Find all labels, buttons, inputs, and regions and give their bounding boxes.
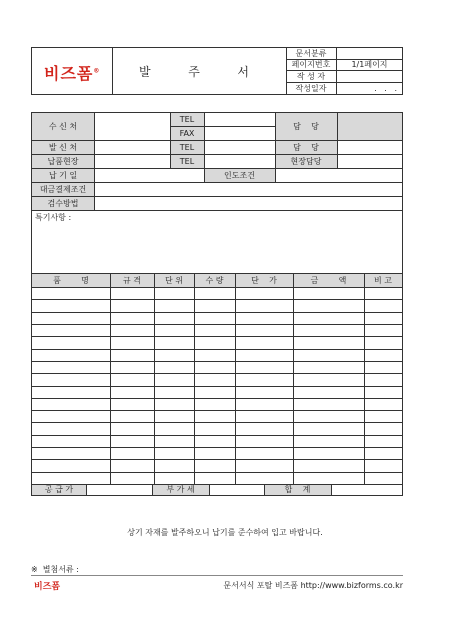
unit-price-cell[interactable] bbox=[236, 288, 292, 298]
item-name-cell[interactable] bbox=[33, 473, 109, 483]
item-name-cell[interactable] bbox=[33, 411, 109, 421]
amount-cell[interactable] bbox=[294, 436, 363, 446]
info-label-author: 작 성 자 bbox=[296, 71, 326, 81]
footer-divider bbox=[31, 575, 403, 576]
item-name-cell[interactable] bbox=[33, 325, 109, 335]
vat-label: 부 가 세 bbox=[166, 485, 195, 494]
unit-cell[interactable] bbox=[155, 387, 193, 397]
remarks-cell[interactable] bbox=[365, 350, 401, 360]
spec-cell[interactable] bbox=[111, 362, 153, 372]
supply-price-label: 공 급 가 bbox=[44, 485, 74, 494]
quantity-cell[interactable] bbox=[195, 411, 234, 421]
attachments-label: ※ 별첨서류 : bbox=[31, 565, 79, 574]
amount-cell[interactable] bbox=[294, 362, 363, 372]
due-date-label: 납 기 일 bbox=[48, 170, 78, 180]
unit-price-cell[interactable] bbox=[236, 411, 292, 421]
site-label: 납품현장 bbox=[47, 156, 79, 166]
item-name-cell[interactable] bbox=[33, 423, 109, 433]
recipient-manager-label: 담 당 bbox=[293, 122, 319, 131]
remarks-cell[interactable] bbox=[365, 448, 401, 458]
spec-cell[interactable] bbox=[111, 288, 153, 298]
item-name-cell[interactable] bbox=[33, 337, 109, 347]
unit-cell[interactable] bbox=[155, 337, 193, 347]
remarks-cell[interactable] bbox=[365, 399, 401, 409]
unit-cell[interactable] bbox=[155, 313, 193, 323]
item-name-cell[interactable] bbox=[33, 387, 109, 397]
remarks-cell[interactable] bbox=[365, 374, 401, 384]
quantity-cell[interactable] bbox=[195, 460, 234, 470]
unit-price-cell[interactable] bbox=[236, 423, 292, 433]
remarks-cell[interactable] bbox=[365, 325, 401, 335]
quantity-cell[interactable] bbox=[195, 313, 234, 323]
unit-cell[interactable] bbox=[155, 448, 193, 458]
quantity-cell[interactable] bbox=[195, 300, 234, 310]
unit-price-cell[interactable] bbox=[236, 448, 292, 458]
item-name-cell[interactable] bbox=[33, 313, 109, 323]
supply-price-field[interactable] bbox=[87, 485, 152, 495]
date-value[interactable]: . . . bbox=[374, 84, 397, 93]
total-label: 합 계 bbox=[284, 485, 311, 494]
unit-price-cell[interactable] bbox=[236, 300, 292, 310]
amount-cell[interactable] bbox=[294, 411, 363, 421]
recipient-fax-field[interactable] bbox=[205, 127, 275, 140]
unit-price-cell[interactable] bbox=[236, 387, 292, 397]
info-label-doc-class: 문서분류 bbox=[295, 48, 327, 58]
remarks-cell[interactable] bbox=[365, 411, 401, 421]
author-value[interactable] bbox=[336, 70, 403, 82]
site-tel-label: TEL bbox=[179, 156, 195, 166]
footer-credit[interactable]: 문서서식 포탈 비즈폼 http://www.bizforms.co.kr bbox=[223, 581, 403, 590]
recipient-tel-label: TEL bbox=[179, 115, 195, 124]
unit-cell[interactable] bbox=[155, 436, 193, 446]
remarks-cell[interactable] bbox=[365, 288, 401, 298]
unit-cell[interactable] bbox=[155, 288, 193, 298]
unit-cell[interactable] bbox=[155, 399, 193, 409]
unit-price-cell[interactable] bbox=[236, 325, 292, 335]
item-name-cell[interactable] bbox=[33, 300, 109, 310]
quantity-cell[interactable] bbox=[195, 325, 234, 335]
quantity-cell[interactable] bbox=[195, 473, 234, 483]
spec-cell[interactable] bbox=[111, 300, 153, 310]
amount-cell[interactable] bbox=[294, 399, 363, 409]
item-name-cell[interactable] bbox=[33, 362, 109, 372]
quantity-cell[interactable] bbox=[195, 423, 234, 433]
item-name-cell[interactable] bbox=[33, 288, 109, 298]
inspection-label: 검수방법 bbox=[47, 198, 79, 208]
quantity-cell[interactable] bbox=[195, 350, 234, 360]
recipient-fax-label: FAX bbox=[179, 129, 195, 138]
order-statement: 상기 자재를 발주하오니 납기를 준수하여 입고 바랍니다. bbox=[127, 528, 323, 537]
col-amount: 금 액 bbox=[310, 275, 347, 285]
item-name-cell[interactable] bbox=[33, 448, 109, 458]
quantity-cell[interactable] bbox=[195, 362, 234, 372]
remarks-cell[interactable] bbox=[365, 387, 401, 397]
spec-cell[interactable] bbox=[111, 337, 153, 347]
remarks-cell[interactable] bbox=[365, 300, 401, 310]
unit-cell[interactable] bbox=[155, 411, 193, 421]
spec-cell[interactable] bbox=[111, 374, 153, 384]
amount-cell[interactable] bbox=[294, 337, 363, 347]
recipient-label: 수 신 처 bbox=[48, 122, 78, 131]
col-remarks: 비 고 bbox=[374, 275, 392, 285]
due-date-field[interactable] bbox=[95, 169, 204, 182]
sender-tel-label: TEL bbox=[179, 142, 195, 152]
payment-terms-label: 대금결제조건 bbox=[39, 184, 87, 194]
unit-cell[interactable] bbox=[155, 350, 193, 360]
remarks-cell[interactable] bbox=[365, 423, 401, 433]
spec-cell[interactable] bbox=[111, 313, 153, 323]
spec-cell[interactable] bbox=[111, 473, 153, 483]
amount-cell[interactable] bbox=[294, 350, 363, 360]
quantity-cell[interactable] bbox=[195, 399, 234, 409]
site-manager-label: 현장담당 bbox=[290, 156, 322, 166]
item-name-cell[interactable] bbox=[33, 460, 109, 470]
quantity-cell[interactable] bbox=[195, 448, 234, 458]
spec-cell[interactable] bbox=[111, 350, 153, 360]
quantity-cell[interactable] bbox=[195, 436, 234, 446]
item-name-cell[interactable] bbox=[33, 399, 109, 409]
unit-price-cell[interactable] bbox=[236, 399, 292, 409]
unit-price-cell[interactable] bbox=[236, 337, 292, 347]
unit-cell[interactable] bbox=[155, 362, 193, 372]
amount-cell[interactable] bbox=[294, 423, 363, 433]
info-label-date: 작성일자 bbox=[295, 84, 327, 93]
page-number-value: 1/1페이지 bbox=[351, 60, 388, 69]
col-spec: 규 격 bbox=[123, 275, 141, 285]
remarks-cell[interactable] bbox=[365, 473, 401, 483]
remarks-cell[interactable] bbox=[365, 460, 401, 470]
unit-price-cell[interactable] bbox=[236, 436, 292, 446]
recipient-field[interactable] bbox=[95, 113, 170, 140]
remarks-cell[interactable] bbox=[365, 362, 401, 372]
col-unit-price: 단 가 bbox=[251, 275, 277, 285]
unit-cell[interactable] bbox=[155, 325, 193, 335]
unit-price-cell[interactable] bbox=[236, 374, 292, 384]
spec-cell[interactable] bbox=[111, 411, 153, 421]
unit-price-cell[interactable] bbox=[236, 473, 292, 483]
amount-cell[interactable] bbox=[294, 460, 363, 470]
unit-cell[interactable] bbox=[155, 300, 193, 310]
item-name-cell[interactable] bbox=[33, 436, 109, 446]
doc-class-value[interactable] bbox=[336, 47, 403, 59]
recipient-tel-field[interactable] bbox=[205, 113, 275, 126]
quantity-cell[interactable] bbox=[195, 337, 234, 347]
notes-field[interactable] bbox=[32, 222, 402, 272]
amount-cell[interactable] bbox=[294, 387, 363, 397]
amount-cell[interactable] bbox=[294, 473, 363, 483]
sender-manager-label: 담 당 bbox=[293, 142, 319, 152]
item-name-cell[interactable] bbox=[33, 374, 109, 384]
amount-cell[interactable] bbox=[294, 288, 363, 298]
item-name-cell[interactable] bbox=[33, 350, 109, 360]
amount-cell[interactable] bbox=[294, 374, 363, 384]
document-title: 발 주 서 bbox=[138, 64, 260, 79]
amount-cell[interactable] bbox=[294, 300, 363, 310]
info-label-page-number: 페이지번호 bbox=[291, 60, 331, 69]
unit-price-cell[interactable] bbox=[236, 460, 292, 470]
unit-cell[interactable] bbox=[155, 374, 193, 384]
quantity-cell[interactable] bbox=[195, 374, 234, 384]
spec-cell[interactable] bbox=[111, 423, 153, 433]
col-quantity: 수 량 bbox=[205, 275, 224, 285]
remarks-cell[interactable] bbox=[365, 436, 401, 446]
col-unit: 단 위 bbox=[165, 275, 183, 285]
remarks-cell[interactable] bbox=[365, 337, 401, 347]
spec-cell[interactable] bbox=[111, 399, 153, 409]
unit-price-cell[interactable] bbox=[236, 350, 292, 360]
amount-cell[interactable] bbox=[294, 325, 363, 335]
spec-cell[interactable] bbox=[111, 460, 153, 470]
footer-logo: 비즈폼 bbox=[34, 582, 61, 592]
unit-cell[interactable] bbox=[155, 423, 193, 433]
spec-cell[interactable] bbox=[111, 325, 153, 335]
delivery-terms-label: 인도조건 bbox=[224, 170, 255, 180]
spec-cell[interactable] bbox=[111, 436, 153, 446]
sender-label: 발 신 처 bbox=[48, 142, 78, 152]
spec-cell[interactable] bbox=[111, 448, 153, 458]
col-item-name: 품 명 bbox=[53, 275, 89, 285]
amount-cell[interactable] bbox=[294, 313, 363, 323]
unit-price-cell[interactable] bbox=[236, 313, 292, 323]
spec-cell[interactable] bbox=[111, 387, 153, 397]
amount-cell[interactable] bbox=[294, 448, 363, 458]
unit-price-cell[interactable] bbox=[236, 362, 292, 372]
quantity-cell[interactable] bbox=[195, 288, 234, 298]
total-field[interactable] bbox=[332, 485, 402, 495]
quantity-cell[interactable] bbox=[195, 387, 234, 397]
vat-field[interactable] bbox=[210, 485, 264, 495]
unit-cell[interactable] bbox=[155, 473, 193, 483]
unit-cell[interactable] bbox=[155, 460, 193, 470]
notes-label: 특기사항 : bbox=[35, 213, 72, 222]
bizforms-logo: 비즈폼® bbox=[44, 64, 101, 83]
remarks-cell[interactable] bbox=[365, 313, 401, 323]
